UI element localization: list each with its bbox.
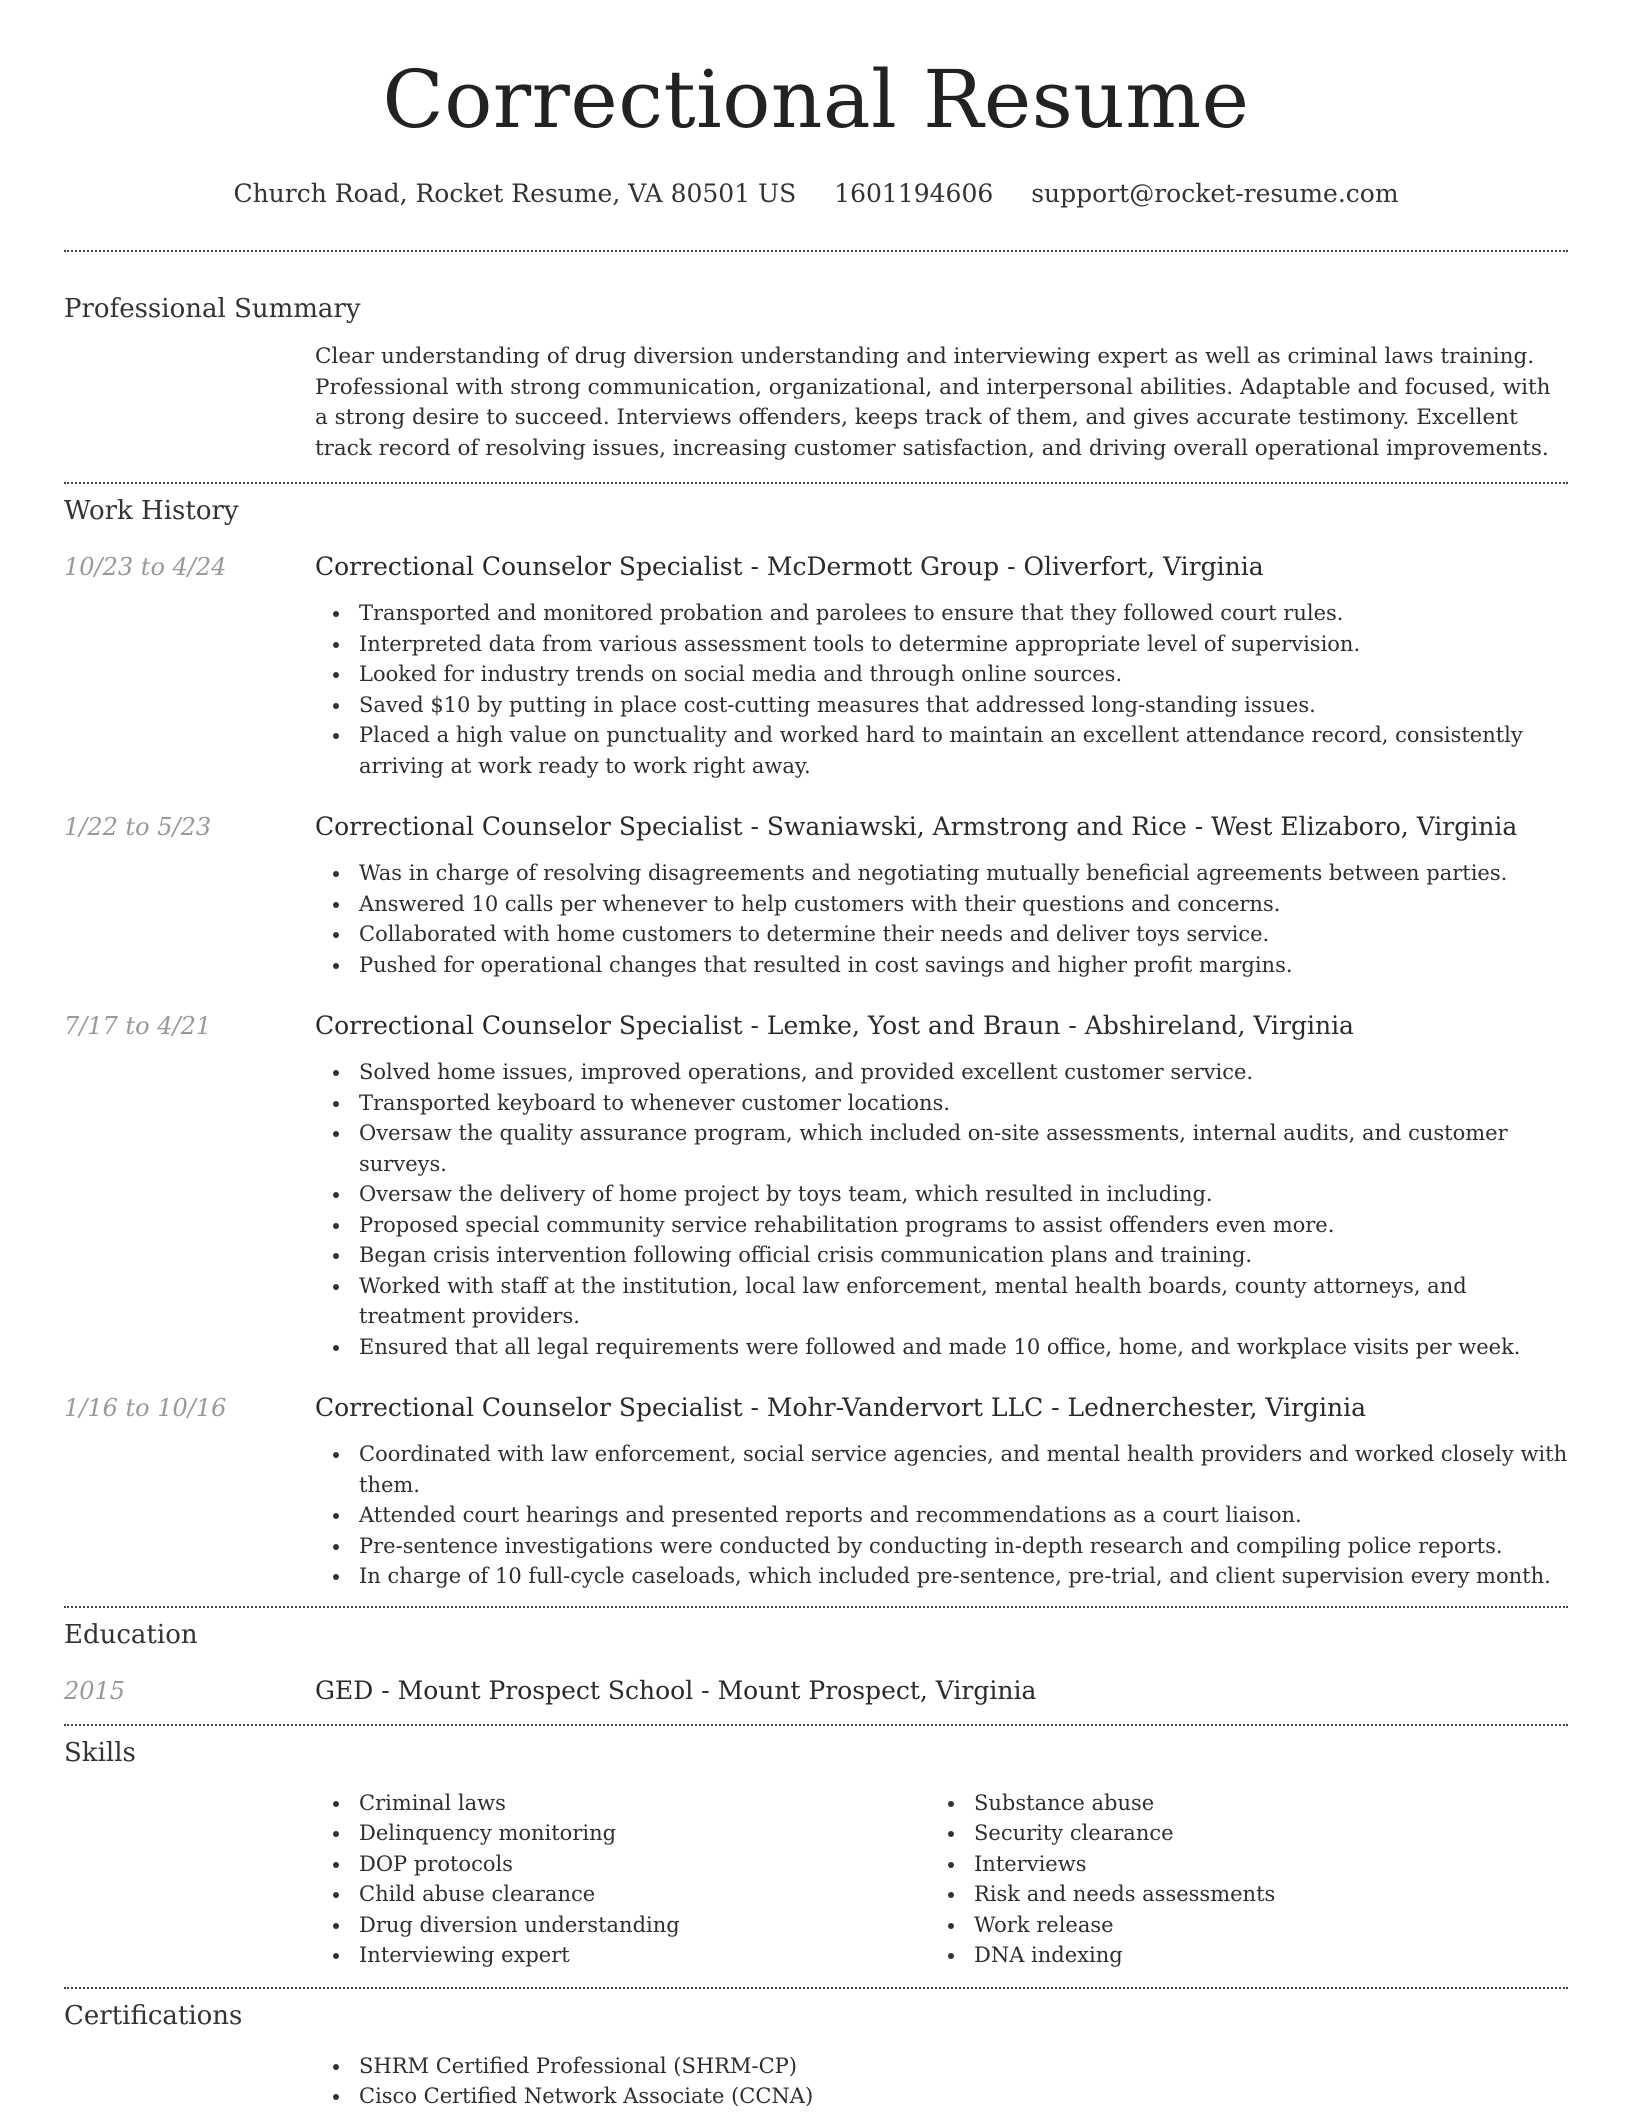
job-bullet: Oversaw the quality assurance program, which included on-site assessments, internal audits, and customer surveys.	[315, 1118, 1568, 1179]
job-entry	[64, 1009, 1568, 1362]
divider	[64, 250, 1568, 252]
job-bullets	[315, 858, 1568, 980]
education-year: 2015	[64, 1676, 126, 1705]
divider	[64, 1987, 1568, 1989]
section-heading-work-history: Work History	[64, 496, 239, 526]
education-title: GED - Mount Prospect School - Mount Prospect, Virginia	[315, 1675, 1037, 1705]
section-heading-certifications: Certifications	[64, 2000, 243, 2031]
section-heading-summary: Professional Summary	[64, 294, 361, 324]
job-entry	[64, 550, 1568, 781]
job-title: Correctional Counselor Specialist - Mohr-Vandervort LLC - Lednerchester, Virginia	[315, 1393, 1367, 1422]
skill-item: Risk and needs assessments	[930, 1879, 1545, 1910]
job-bullet: Began crisis intervention following official crisis communication plans and training.	[315, 1240, 1568, 1271]
job-dates: 7/17 to 4/21	[64, 1012, 212, 1040]
job-bullet: Ensured that all legal requirements were followed and made 10 office, home, and workplace visits per week.	[315, 1332, 1568, 1363]
skills-columns	[315, 1788, 1568, 1971]
skill-item: Delinquency monitoring	[315, 1818, 930, 1849]
contact-email: support@rocket-resume.com	[1031, 179, 1399, 208]
job-bullet: Coordinated with law enforcement, social service agencies, and mental health providers and worked closely with them.	[315, 1439, 1568, 1500]
section-heading-education: Education	[64, 1619, 198, 1650]
education-entry	[64, 1674, 1568, 1708]
divider	[64, 1724, 1568, 1726]
job-bullet: Transported keyboard to whenever customer locations.	[315, 1088, 1568, 1119]
job-bullets	[315, 1057, 1568, 1362]
job-title: Correctional Counselor Specialist - Lemke, Yost and Braun - Abshireland, Virginia	[315, 1011, 1354, 1040]
skill-item: Drug diversion understanding	[315, 1910, 930, 1941]
job-bullet: Interpreted data from various assessment tools to determine appropriate level of supervision.	[315, 629, 1568, 660]
resume-title: Correctional Resume	[382, 53, 1250, 146]
skills-list-left	[315, 1788, 930, 1971]
job-bullet: Placed a high value on punctuality and worked hard to maintain an excellent attendance record, consistently arriving at work ready to work right away.	[315, 720, 1568, 781]
skill-item: Substance abuse	[930, 1788, 1545, 1819]
job-title: Correctional Counselor Specialist - McDermott Group - Oliverfort, Virginia	[315, 552, 1264, 581]
job-bullet: Looked for industry trends on social media and through online sources.	[315, 659, 1568, 690]
certifications-list	[315, 2051, 1568, 2112]
job-bullet: Proposed special community service rehabilitation programs to assist offenders even more.	[315, 1210, 1568, 1241]
job-bullet: Transported and monitored probation and parolees to ensure that they followed court rules.	[315, 598, 1568, 629]
contact-line	[64, 178, 1568, 210]
job-bullet: Answered 10 calls per whenever to help customers with their questions and concerns.	[315, 889, 1568, 920]
job-bullets	[315, 598, 1568, 781]
job-bullet: Collaborated with home customers to determine their needs and deliver toys service.	[315, 919, 1568, 950]
job-bullet: Saved $10 by putting in place cost-cutting measures that addressed long-standing issues.	[315, 690, 1568, 721]
job-bullet: Was in charge of resolving disagreements and negotiating mutually beneficial agreements between parties.	[315, 858, 1568, 889]
summary-text: Clear understanding of drug diversion understanding and interviewing expert as well as criminal laws training. Professional with strong communication, organizational, and interpersonal abilities. Adaptable and focused, with a strong desire to succeed. Interviews offenders, keeps track of them, and gives accurate testimony. Excellent track record of resolving issues, increasing customer satisfaction, and driving overall operational improvements.	[315, 344, 1551, 461]
skill-item: Criminal laws	[315, 1788, 930, 1819]
divider	[64, 1606, 1568, 1608]
skill-item: Interviews	[930, 1849, 1545, 1880]
job-entry	[64, 1391, 1568, 1592]
job-bullet: Solved home issues, improved operations, and provided excellent customer service.	[315, 1057, 1568, 1088]
job-dates: 1/16 to 10/16	[64, 1394, 227, 1422]
skill-item: DOP protocols	[315, 1849, 930, 1880]
contact-phone: 1601194606	[834, 179, 994, 208]
job-bullet: Attended court hearings and presented reports and recommendations as a court liaison.	[315, 1500, 1568, 1531]
job-dates: 1/22 to 5/23	[64, 813, 212, 841]
skill-item: Work release	[930, 1910, 1545, 1941]
job-bullets	[315, 1439, 1568, 1592]
job-title: Correctional Counselor Specialist - Swaniawski, Armstrong and Rice - West Elizaboro, Virginia	[315, 812, 1518, 841]
divider	[64, 482, 1568, 484]
certification-item: Cisco Certified Network Associate (CCNA)	[315, 2081, 1568, 2112]
certification-item: SHRM Certified Professional (SHRM-CP)	[315, 2051, 1568, 2082]
job-bullet: In charge of 10 full-cycle caseloads, which included pre-sentence, pre-trial, and client supervision every month.	[315, 1561, 1568, 1592]
job-entry	[64, 810, 1568, 980]
skill-item: Security clearance	[930, 1818, 1545, 1849]
job-bullet: Worked with staff at the institution, local law enforcement, mental health boards, county attorneys, and treatment providers.	[315, 1271, 1568, 1332]
job-dates: 10/23 to 4/24	[64, 553, 227, 581]
skill-item: DNA indexing	[930, 1940, 1545, 1971]
job-bullet: Oversaw the delivery of home project by toys team, which resulted in including.	[315, 1179, 1568, 1210]
job-bullet: Pre-sentence investigations were conducted by conducting in-depth research and compiling police reports.	[315, 1531, 1568, 1562]
skills-list-right	[930, 1788, 1545, 1971]
resume-page	[64, 0, 1568, 2112]
contact-address: Church Road, Rocket Resume, VA 80501 US	[233, 179, 797, 208]
skill-item: Interviewing expert	[315, 1940, 930, 1971]
job-bullet: Pushed for operational changes that resulted in cost savings and higher profit margins.	[315, 950, 1568, 981]
section-heading-skills: Skills	[64, 1737, 136, 1768]
skill-item: Child abuse clearance	[315, 1879, 930, 1910]
